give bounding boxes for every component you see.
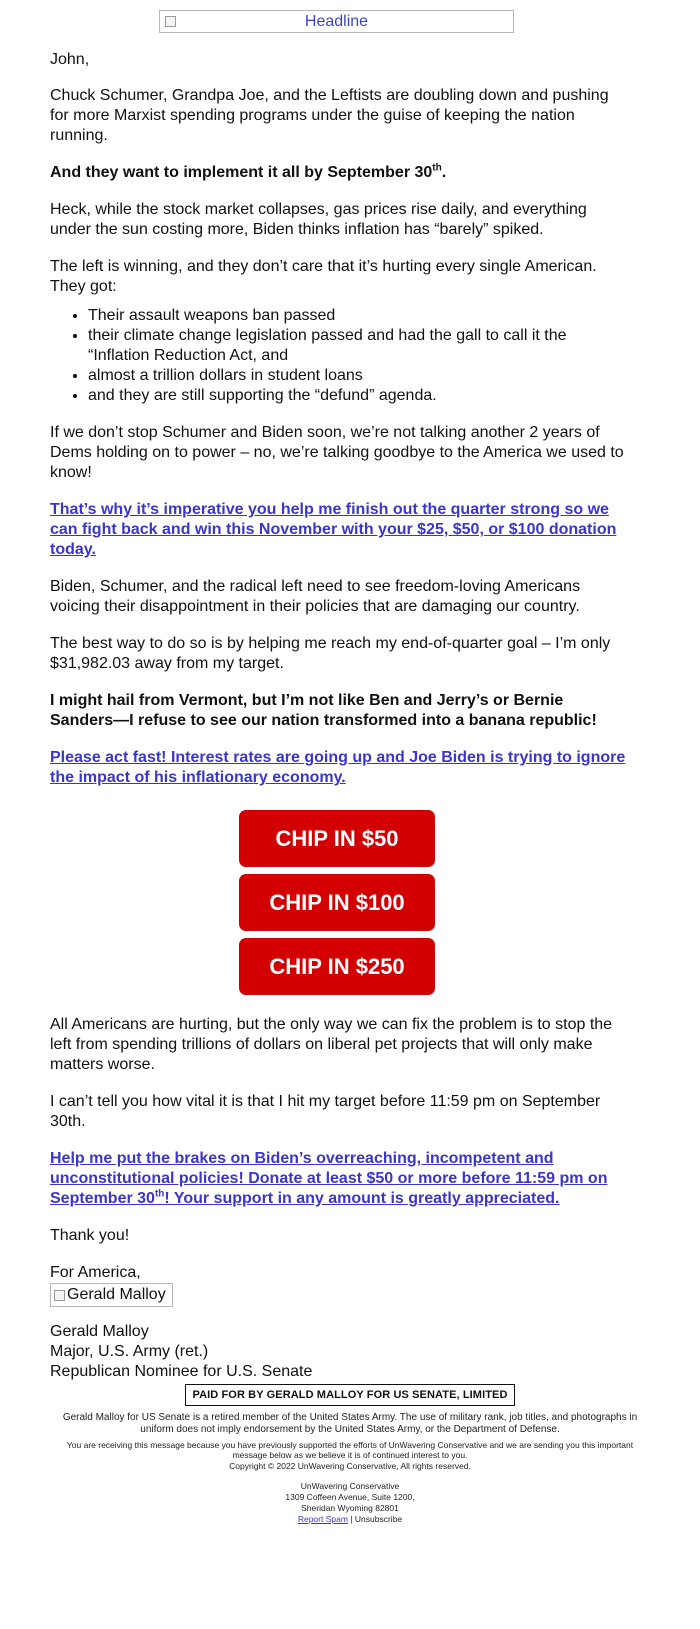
paragraph-2 [50,163,630,183]
broken-image-icon [54,1290,65,1301]
paragraph-2-text: And they want to implement it all by September 30 [50,164,433,181]
signature-block [50,1322,630,1382]
chip-in-100-button[interactable]: CHIP IN $100 [239,874,435,931]
mailing-address [0,1481,700,1525]
donate-link-3-sup: th [154,1188,165,1200]
report-spam-link[interactable]: Report Spam [297,1514,348,1524]
chip-in-250-button[interactable]: CHIP IN $250 [239,938,435,995]
footer-links [0,1514,700,1525]
headline-image [159,10,514,33]
unsubscribe-link[interactable]: Unsubscribe [354,1514,403,1524]
email-body [50,50,630,1382]
footer [0,1384,700,1525]
broken-image-icon [165,16,176,27]
donate-link-3-text: Help me put the brakes on Biden’s overreaching, incompetent and unconstitutional policies! Donate at least $50 or more before 11:59 pm on September 30 [50,1150,608,1207]
paragraph-3: Heck, while the stock market collapses, gas prices rise daily, and everything under the sun costing more, Biden thinks inflation has “barely” spiked. [50,201,587,238]
list-item: • almost a trillion dollars in student loans [88,366,630,386]
signer-name: Gerald Malloy [50,1323,149,1340]
headline-image-alt: Headline [304,12,369,30]
salutation: John, [50,51,90,68]
paragraph-8: I might hail from Vermont, but I’m not like Ben and Jerry’s or Bernie Sanders—I refuse to see our nation transformed into a banana republic! [50,692,597,729]
paragraph-1: Chuck Schumer, Grandpa Joe, and the Leftists are doubling down and pushing for more Marxist spending programs under the guise of keeping the nation running. [50,87,609,144]
org-name: UnWavering Conservative [300,1481,400,1491]
signer-rank: Major, U.S. Army (ret.) [50,1343,209,1360]
paragraph-2-end: . [441,164,447,181]
footer-separator: | [350,1514,353,1524]
paragraph-2-sup: th [432,162,442,174]
thanks: Thank you! [50,1227,130,1244]
street-address: 1309 Coffeen Avenue, Suite 1200, [285,1492,415,1502]
donate-link-1[interactable]: That’s why it’s imperative you help me finish out the quarter strong so we can fight back and win this November with your $25, $50, or $100 donation today. [50,501,617,558]
list-item: • Their assault weapons ban passed [88,306,630,326]
closing: For America, [50,1264,141,1281]
list-item: • and they are still supporting the “defund” agenda. [88,386,630,406]
paragraph-6: Biden, Schumer, and the radical left need to see freedom-loving Americans voicing their disappointment in their policies that are damaging our country. [50,578,581,615]
paragraph-10: I can’t tell you how vital it is that I hit my target before 11:59 pm on September 30th. [50,1093,601,1130]
donation-buttons [50,810,630,995]
paragraph-7: The best way to do so is by helping me reach my end-of-quarter goal – I’m only $31,982.03 away from my target. [50,635,611,672]
paragraph-4: The left is winning, and they don’t care that it’s hurting every single American. They got: [50,258,597,295]
donate-link-3-end: ! Your support in any amount is greatly appreciated. [164,1190,560,1207]
chip-in-50-button[interactable]: CHIP IN $50 [239,810,435,867]
copyright: Copyright © 2022 UnWavering Conservative, All rights reserved. [229,1461,471,1471]
receiving-notice: You are receiving this message because you have previously supported the efforts of UnWavering Conservative and we are sending you this important message below as we believe it is of continued interest to you. [66,1440,634,1460]
paragraph-5: If we don’t stop Schumer and Biden soon, we’re not talking another 2 years of Dems holding on to power – no, we’re talking goodbye to the America we used to know! [50,424,624,481]
donate-link-3[interactable] [50,1150,607,1207]
grievance-list [50,306,630,406]
city-address: Sheridan Wyoming 82801 [301,1503,399,1513]
list-item: • their climate change legislation passed and had the gall to call it the “Inflation Reduction Act, and [88,326,630,366]
military-disclaimer: Gerald Malloy for US Senate is a retired member of the United States Army. The use of military rank, job titles, and photographs in uniform does not imply endorsement by the United States Army, or the Department of Defense. [62,1412,638,1435]
donate-link-2[interactable]: Please act fast! Interest rates are going up and Joe Biden is trying to ignore the impact of his inflationary economy. [50,749,626,786]
signature-image [50,1283,173,1307]
signature-image-alt: Gerald Malloy [67,1286,166,1303]
signer-title: Republican Nominee for U.S. Senate [50,1363,313,1380]
paid-for-notice: PAID FOR BY GERALD MALLOY FOR US SENATE, LIMITED [185,1384,514,1406]
paragraph-9: All Americans are hurting, but the only way we can fix the problem is to stop the left from spending trillions of dollars on liberal pet projects that will only make matters worse. [50,1016,613,1073]
